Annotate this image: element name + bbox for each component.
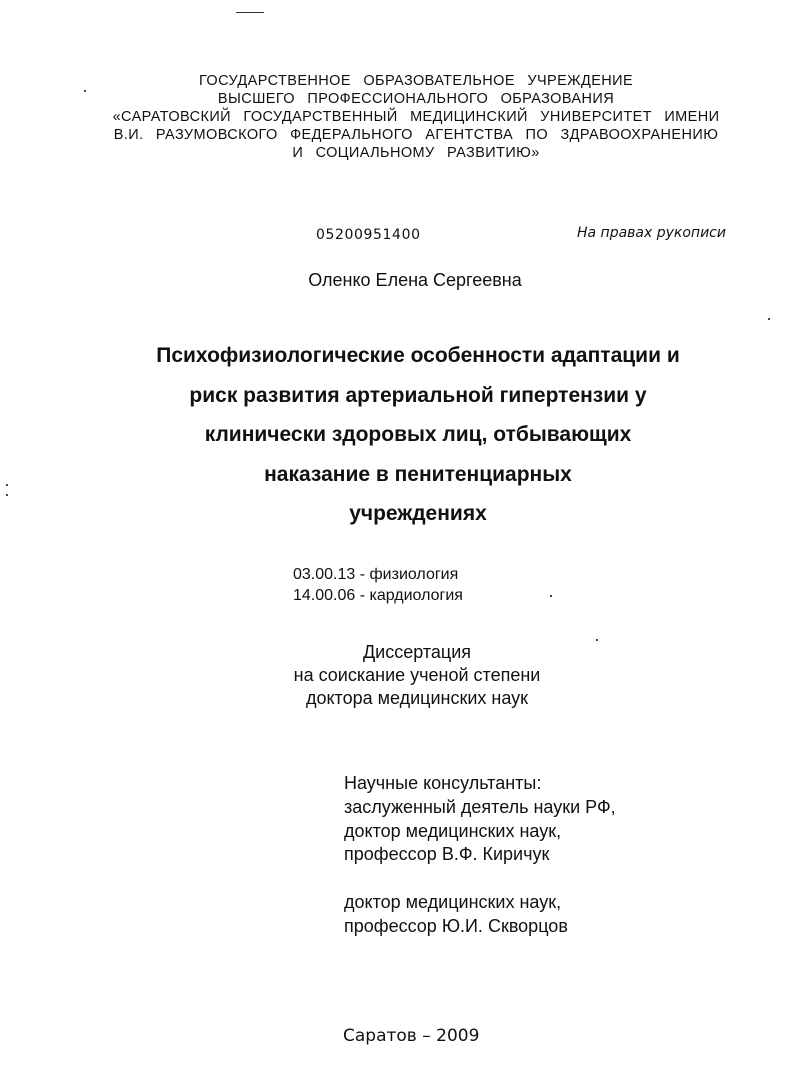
manuscript-note: На правах рукописи [577, 225, 726, 241]
scan-mark-line [236, 12, 264, 13]
header-line: ВЫСШЕГО ПРОФЕССИОНАЛЬНОГО ОБРАЗОВАНИЯ [217, 91, 615, 107]
header-line: В.И. РАЗУМОВСКОГО ФЕДЕРАЛЬНОГО АГЕНТСТВА ПО ЗДРАВООХРАНЕНИЮ [113, 127, 719, 143]
specialty-codes [293, 564, 463, 606]
scan-speck [6, 484, 8, 486]
title-line: клинически здоровых лиц, отбывающих [204, 423, 632, 446]
header-line: И СОЦИАЛЬНОМУ РАЗВИТИЮ» [292, 145, 540, 161]
scan-speck [550, 595, 552, 597]
header-line: «САРАТОВСКИЙ ГОСУДАРСТВЕННЫЙ МЕДИЦИНСКИЙ УНИВЕРСИТЕТ ИМЕНИ [112, 109, 720, 125]
specialty-item: 14.00.06 - кардиология [293, 587, 463, 604]
degree-line: на соискание ученой степени [293, 665, 541, 685]
specialty-item: 03.00.13 - физиология [293, 566, 459, 583]
header-line: ГОСУДАРСТВЕННОЕ ОБРАЗОВАТЕЛЬНОЕ УЧРЕЖДЕНИЕ [198, 73, 634, 89]
advisor-line: заслуженный деятель науки РФ, [344, 796, 616, 817]
dissertation-title [90, 336, 746, 534]
institution-header [60, 72, 772, 162]
scientific-advisors [344, 772, 616, 939]
advisor-line: доктор медицинских наук, [344, 892, 562, 913]
scan-speck [768, 318, 770, 320]
title-line: учреждениях [349, 502, 487, 525]
advisors-heading: Научные консультанты: [344, 773, 542, 793]
degree-line: Диссертация [362, 642, 472, 662]
title-line: риск развития артериальной гипертензии у [189, 383, 647, 407]
advisor-line: доктор медицинских наук, [344, 820, 562, 841]
registration-code: 05200951400 [316, 227, 421, 243]
advisor-line: профессор Ю.И. Скворцов [344, 915, 568, 936]
title-line: Психофизиологические особенности адаптации и [156, 344, 680, 367]
scan-speck [6, 494, 8, 496]
degree-statement [234, 641, 600, 710]
advisor-spacer [344, 867, 616, 891]
title-line: наказание в пенитенциарных [264, 462, 572, 486]
advisor-line: профессор В.Ф. Киричук [344, 844, 550, 865]
city-year: Саратов – 2009 [343, 1026, 480, 1046]
degree-line: доктора медицинских наук [305, 688, 529, 708]
author-name: Оленко Елена Сергеевна [308, 270, 522, 290]
